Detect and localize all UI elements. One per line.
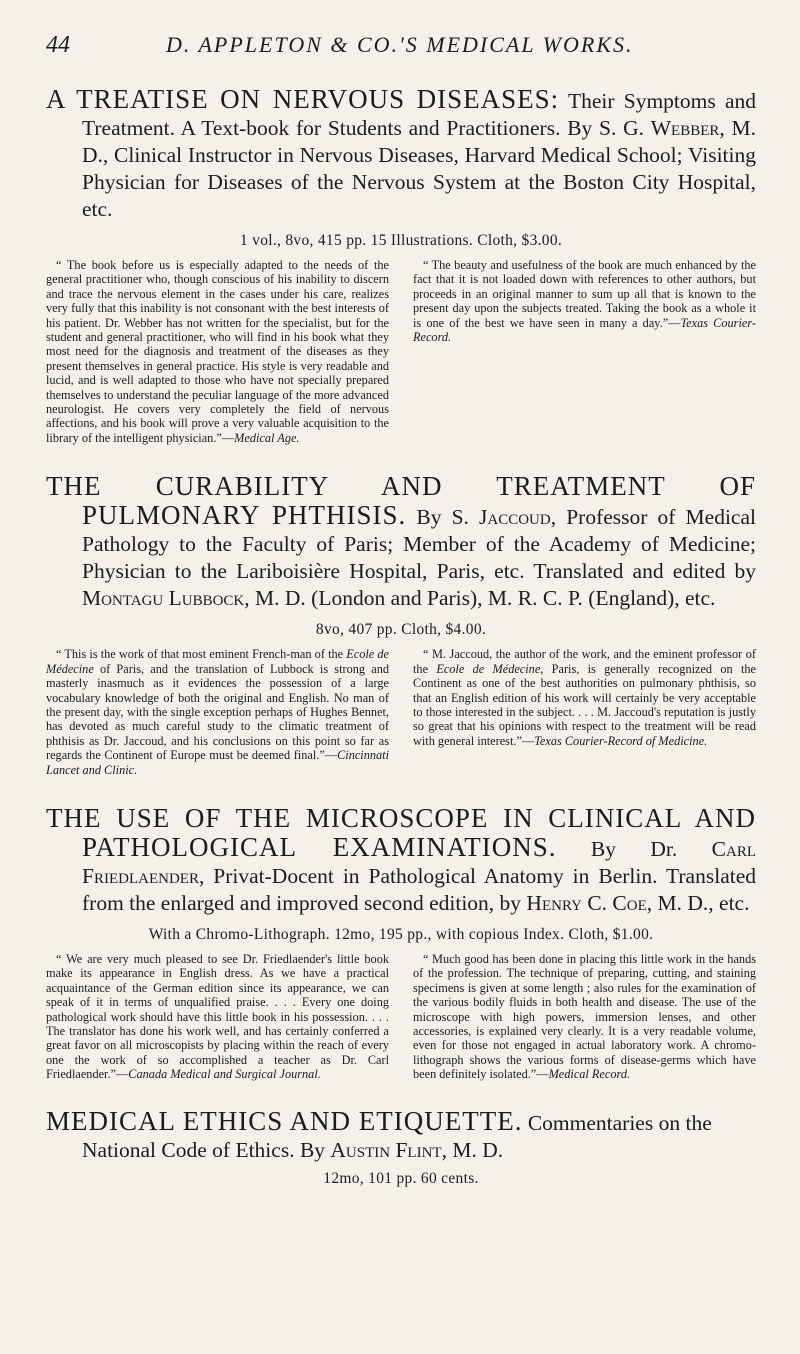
- page-number: 44: [46, 32, 70, 58]
- book-description: , M. D.: [441, 1137, 504, 1162]
- author-name: Austin Flint: [330, 1137, 442, 1162]
- book-title: MEDICAL ETHICS AND ETIQUETTE.: [46, 1105, 523, 1136]
- book-meta: 8vo, 407 pp. Cloth, $4.00.: [315, 621, 487, 639]
- book-entry-nervous-diseases: [46, 86, 756, 457]
- book-meta: With a Chromo-Lithograph. 12mo, 195 pp., with copious Index. Cloth, $1.00.: [148, 925, 654, 943]
- book-entry-microscope: [46, 802, 756, 1094]
- review-source: Canada Medical and Surgical Journal.: [128, 1067, 321, 1082]
- reviews: [46, 952, 756, 1094]
- book-entry-pulmonary-phthisis: [46, 473, 756, 789]
- entry-heading: [46, 1105, 756, 1164]
- book-title: THE USE OF THE MICROSCOPE IN CLINICAL AND PATHOLOGICAL EXAMINATIONS.: [46, 802, 756, 862]
- review-quote: “ Much good has been done in placing this little work in the hands of the profession. The technique of preparing, cutting, and staining specimens is given at some length ; also rules for the examination of the various bodily fluids in both health and disease. The use of the microscope with high powers, immersion lenses, and other accessories, is explained very clearly. It is a very readable volume, even for those not engaged in actual laboratory work. A chromo-lithograph shows the various forms of disease-germs which have been definitely isolated.”—Medical Record.: [413, 951, 756, 1082]
- review-quote: “ We are very much pleased to see Dr. Friedlaender's little book make its appearance in English dress. As we have a practical acquaintance of the German edition since its appearance, we can speak of it in terms of unqualified praise. . . . Every one doing pathological work should have this little book in his possession. . . . The translator has done his work well, and has certainly conferred a great favor on all microscopists by placing within the reach of every one the work of so accomplished a teacher as Dr. Carl Friedlaender.”—Canada Medical and Surgical Journal.: [46, 951, 389, 1082]
- book-description: , M. D., Clinical Instructor in Nervous Diseases, Harvard Medical School; Visiting Physician for Diseases of the Nervous System at the Boston City Hospital, etc.: [82, 116, 756, 221]
- book-title: A TREATISE ON NERVOUS DISEASES:: [46, 84, 560, 114]
- book-entry-medical-ethics: [46, 1105, 756, 1188]
- author-name: Webber: [650, 116, 720, 140]
- review-source: Medical Age.: [234, 430, 300, 445]
- translator-name: Henry C. Coe: [526, 890, 647, 915]
- book-description: , Professor of Medical Pathology to the Faculty of Paris; Member of the Academy of Medicine; Physician to the Lariboisière Hospital, Paris, etc. Translated and edited by: [82, 505, 756, 584]
- review-quote: “ This is the work of that most eminent French-man of the Ecole de Médecine of Paris, and the translation of Lubbock is strong and masterly inasmuch as it evidences the possession of a large vocabulary knowledge of both the original and English. No man of the present day, with the single exception perhaps of Hughes Bennet, has devoted as much careful study to the climatic treatment of phthisis as Dr. Jaccoud, and his conclusions on this point so far as regards the Continent of Europe must be deemed final.”—Cincinnati Lancet and Clinic.: [46, 647, 389, 777]
- review-quote: “ The beauty and usefulness of the book are much enhanced by the fact that it is not loaded down with references to other authors, but proceeds in an original manner to sum up all that is known to the present day upon the subjects treated. Taking the book as a whole it is one of the best we have seen in many a day.”—Texas Courier-Record.: [413, 258, 756, 345]
- review-source: Cincinnati Lancet and Clinic.: [46, 748, 389, 777]
- review-quote: “ M. Jaccoud, the author of the work, and the eminent professor of the Ecole de Médecine, Paris, is generally recognized on the Continent as one of the best authorities on pulmonary phthisis, so that an English edition of his work will certainly be very acceptable to those interested in the subject. . . . M. Jaccoud's reputation is justly so great that his opinions with respect to the treatment will be read with general interest.”—Texas Courier-Record of Medicine.: [413, 647, 756, 748]
- book-description: , M. D. (London and Paris), M. R. C. P. (England), etc.: [244, 586, 716, 611]
- book-description: By S.: [406, 505, 480, 530]
- review-source: Texas Courier-Record.: [413, 315, 756, 345]
- reviews: [46, 647, 756, 789]
- book-description: By Dr.: [556, 836, 712, 861]
- book-description: , M. D., etc.: [646, 890, 750, 915]
- book-meta: 1 vol., 8vo, 415 pp. 15 Illustrations. Cloth, $3.00.: [239, 232, 563, 249]
- running-title: D. APPLETON & CO.'S MEDICAL WORKS.: [166, 32, 634, 57]
- book-title: THE CURABILITY AND TREATMENT OF PULMONARY PHTHISIS.: [46, 471, 756, 531]
- book-description: , Privat-Docent in Pathological Anatomy in Berlin. Translated from the enlarged and improved second edition, by: [82, 863, 756, 915]
- book-description: Commentaries on the National Code of Ethics. By: [82, 1110, 712, 1162]
- book-description: Their Symptoms and Treatment. A Text-book for Students and Practitioners. By S. G.: [82, 89, 756, 140]
- entry-heading: [46, 86, 756, 223]
- entry-heading: [46, 802, 756, 917]
- author-name: Jaccoud: [479, 505, 551, 530]
- running-head: [46, 32, 756, 72]
- author-name: Carl Friedlaender: [82, 836, 756, 888]
- review-source: Medical Record.: [548, 1067, 631, 1082]
- review-column-right: [413, 647, 756, 789]
- entry-heading: [46, 473, 756, 612]
- review-source: Texas Courier-Record of Medicine.: [534, 733, 708, 748]
- review-column-right: [413, 952, 756, 1094]
- book-meta: 12mo, 101 pp. 60 cents.: [323, 1169, 479, 1187]
- translator-name: Montagu Lubbock: [82, 586, 245, 611]
- review-column-left: [46, 258, 389, 457]
- reviews: [46, 258, 756, 457]
- review-quote: “ The book before us is especially adapted to the needs of the general practitioner who, though conscious of his inability to discern and trace the nervous element in the cases under his care, realizes very fully that this inability is not consonant with the best interests of his patient. Dr. Webber has not written for the specialist, but for the student and general practitioner, who will find in his book what they most need for the diagnosis and treatment of the diseases as they present themselves in general practice. His style is very readable and lucid, and is well adapted to those who have not specially prepared themselves to understand the peculiar language of the more advanced neurologist. He covers very completely the field of nervous affections, and his book will prove a very valuable acquisition to the library of the intelligent physician.”—Medical Age.: [46, 258, 389, 445]
- review-column-right: [413, 258, 756, 457]
- review-column-left: [46, 647, 389, 789]
- review-column-left: [46, 952, 389, 1094]
